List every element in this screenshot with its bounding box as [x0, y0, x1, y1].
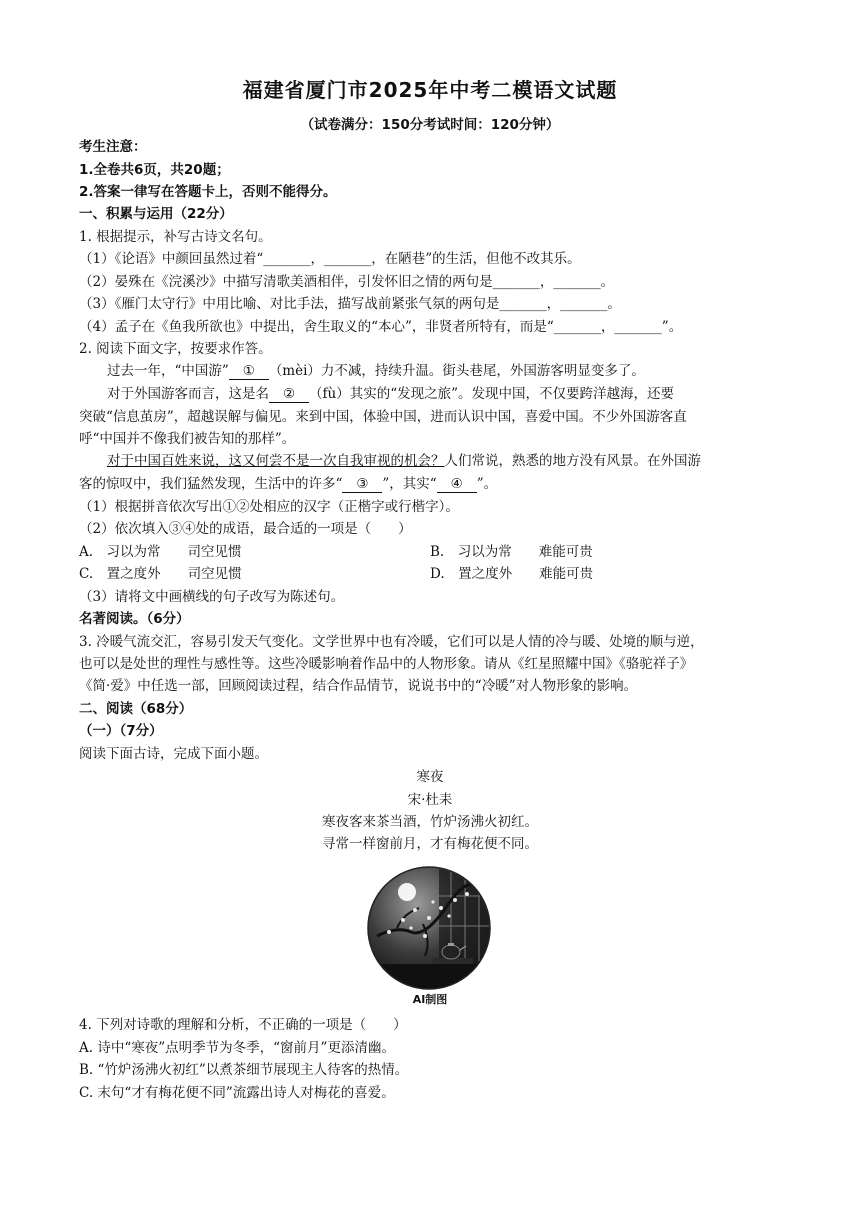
notice-item-1: 1.全卷共6页，共20题；: [79, 162, 230, 178]
question-4-option-c: C. 末句“才有梅花便不同”流露出诗人对梅花的喜爱。: [79, 1085, 395, 1101]
blank-3: ③: [342, 476, 382, 493]
section-1-heading: 一、积累与运用（22分）: [79, 206, 233, 222]
section-2-heading: 二、阅读（68分）: [79, 701, 193, 717]
notice-item-2: 2.答案一律写在答题卡上，否则不能得分。: [79, 184, 337, 200]
blank-1: ①: [229, 363, 269, 380]
section-2-part-1-heading: （一）（7分）: [79, 723, 163, 739]
blank-2: ②: [269, 386, 309, 403]
blank-4: ④: [437, 476, 477, 493]
moon-plum-blossom-image: [367, 866, 491, 990]
underlined-sentence: 对于中国百姓来说，这又何尝不是一次自我审视的机会？: [107, 453, 445, 469]
question-4-option-a: A. 诗中“寒夜”点明季节为冬季，“窗前月”更添清幽。: [79, 1040, 395, 1056]
question-1-item-4: （4）孟子在《鱼我所欲也》中提出，舍生取义的“本心”，非贤者所特有，而是“_______，_______”。: [79, 319, 683, 335]
poem-line-2: 寻常一样窗前月，才有梅花便不同。: [322, 836, 538, 852]
option-b: B. 习以为常 难能可贵: [430, 544, 593, 560]
exam-title: 福建省厦门市2025年中考二模语文试题: [242, 78, 618, 102]
question-1: 1. 根据提示，补写古诗文名句。: [79, 229, 272, 245]
question-3-line-1: 3. 冷暖气流交汇，容易引发天气变化。文学世界中也有冷暖，它们可以是人情的冷与暖、处境的顺与逆，: [79, 634, 704, 650]
question-2-sub-1: （1）根据拼音依次写出①②处相应的汉字（正楷字或行楷字）。: [79, 499, 459, 515]
passage-paragraph-2-line-2: 突破“信息茧房”，超越误解与偏见。来到中国，体验中国，进而认识中国，喜爱中国。不少外国游客直: [79, 409, 687, 425]
classics-reading-heading: 名著阅读。（6分）: [79, 611, 190, 627]
question-3-line-3: 《简·爱》中任选一部，回顾阅读过程，结合作品情节，说说书中的“冷暖”对人物形象的影响。: [79, 678, 638, 694]
question-1-item-1: （1）《论语》中颜回虽然过着“_______，_______，在陋巷”的生活，但他不改其乐。: [79, 251, 581, 267]
poem-title: 寒夜: [416, 769, 444, 785]
option-c: C. 置之度外 司空见惯: [79, 566, 242, 582]
question-4: 4. 下列对诗歌的理解和分析，不正确的一项是（ ）: [79, 1017, 407, 1033]
passage-paragraph-3: 对于中国百姓来说，这又何尝不是一次自我审视的机会？人们常说，熟悉的地方没有风景。在外国游: [107, 453, 701, 469]
poem-illustration: [367, 866, 491, 990]
question-2: 2. 阅读下面文字，按要求作答。: [79, 341, 272, 357]
question-3-line-2: 也可以是处世的理性与感性等。这些冷暖影响着作品中的人物形象。请从《红星照耀中国》《骆驼祥子》: [79, 656, 694, 672]
poem-author: 宋·杜耒: [407, 792, 453, 808]
question-4-option-b: B. “竹炉汤沸火初红”以煮茶细节展现主人待客的热情。: [79, 1062, 409, 1078]
notice-heading: 考生注意：: [79, 139, 147, 155]
question-2-sub-2: （2）依次填入③④处的成语，最合适的一项是（ ）: [79, 521, 412, 537]
question-2-sub-3: （3）请将文中画横线的句子改写为陈述句。: [79, 589, 345, 605]
exam-subtitle: （试卷满分：150分考试时间：120分钟）: [300, 117, 560, 133]
passage-paragraph-2: 对于外国游客而言，这是名 ② （fù）其实的“发现之旅”。发现中国，不仅要跨洋越海，还要: [107, 386, 674, 402]
option-a: A. 习以为常 司空见惯: [79, 544, 242, 560]
question-1-item-3: （3）《雁门太守行》中用比喻、对比手法，描写战前紧张气氛的两句是_______，_______。: [79, 296, 621, 312]
question-1-item-2: （2）晏殊在《浣溪沙》中描写清歌美酒相伴，引发怀旧之情的两句是_______，_______。: [79, 274, 615, 290]
poem-line-1: 寒夜客来茶当酒，竹炉汤沸火初红。: [322, 814, 538, 830]
image-caption: AI制图: [412, 993, 448, 1006]
reading-instruction: 阅读下面古诗，完成下面小题。: [79, 746, 268, 762]
passage-paragraph-2-line-3: 呼“中国并不像我们被告知的那样”。: [79, 431, 296, 447]
option-d: D. 置之度外 难能可贵: [430, 566, 594, 582]
passage-paragraph-3-line-2: 客的惊叹中，我们猛然发现，生活中的许多“ ③ ”，其实“ ④ ”。: [79, 476, 498, 492]
passage-paragraph-1: 过去一年，“中国游” ① （mèi）力不减，持续升温。街头巷尾，外国游客明显变多了。: [107, 363, 645, 379]
